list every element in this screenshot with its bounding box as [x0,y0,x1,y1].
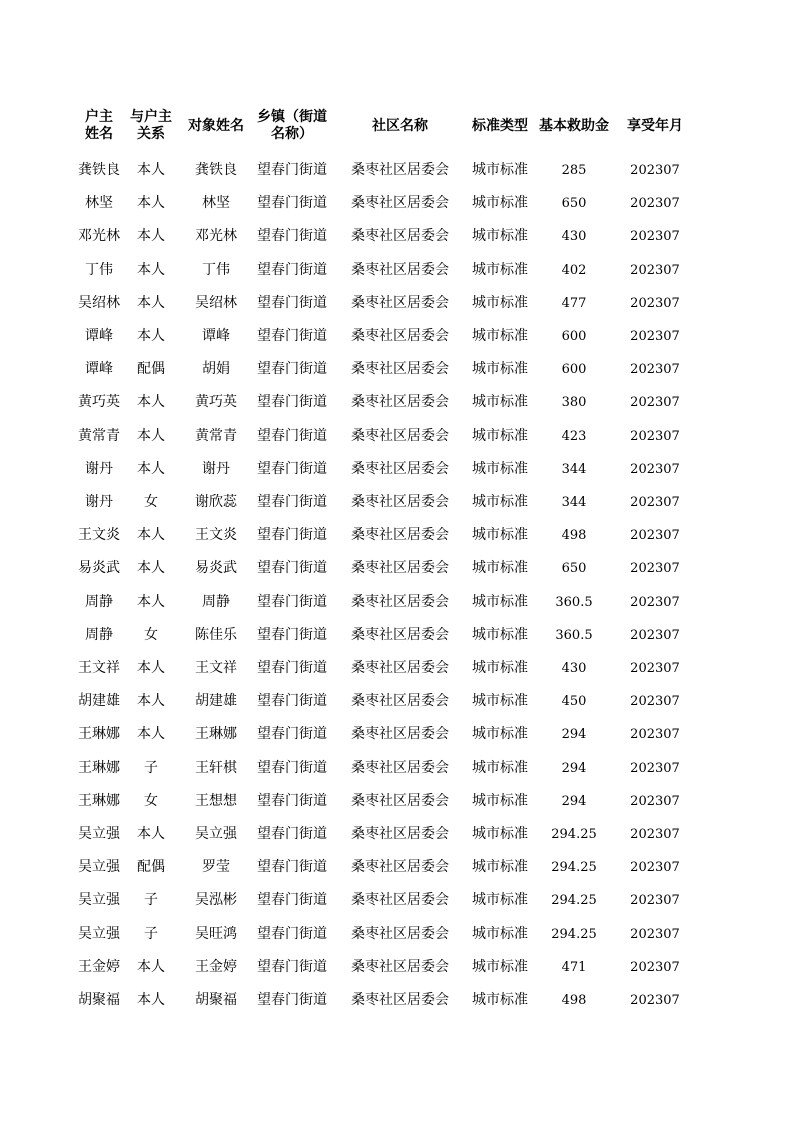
cell-community: 桑枣社区居委会 [351,162,449,178]
cell-relationship: 本人 [137,294,165,311]
cell-township: 望春门街道 [257,660,327,676]
cell-year-month: 202307 [630,461,680,477]
table-row [0,984,793,1017]
cell-year-month: 202307 [630,561,680,577]
table-row [0,320,793,353]
table-row [0,420,793,453]
cell-community: 桑枣社区居委会 [351,527,449,544]
cell-relationship: 本人 [137,394,165,411]
cell-standard: 城市标准 [472,427,528,444]
cell-householder: 胡聚福 [78,992,120,1008]
cell-township: 望春门街道 [257,294,327,311]
cell-community: 桑枣社区居委会 [351,826,449,842]
cell-township: 望春门街道 [257,759,327,776]
cell-recipient: 林坚 [202,195,230,212]
cell-householder: 黄巧英 [78,394,120,411]
cell-relationship: 本人 [137,826,165,842]
cell-relationship: 本人 [137,593,165,610]
cell-householder: 吴绍林 [78,294,120,311]
cell-recipient: 王文炎 [195,527,237,544]
cell-aid-amount: 423 [561,428,587,444]
cell-community: 桑枣社区居委会 [351,195,449,212]
cell-township: 望春门街道 [257,693,327,710]
cell-relationship: 本人 [137,693,165,710]
cell-standard: 城市标准 [472,693,528,710]
cell-aid-amount: 360.5 [555,627,593,643]
cell-householder: 谭峰 [85,361,113,378]
cell-aid-amount: 360.5 [555,594,593,610]
table-row [0,752,793,785]
cell-township: 望春门街道 [257,228,327,245]
cell-community: 桑枣社区居委会 [351,626,449,643]
cell-township: 望春门街道 [257,162,327,178]
cell-recipient: 胡建雄 [195,693,237,710]
cell-community: 桑枣社区居委会 [351,361,449,378]
cell-relationship: 本人 [137,195,165,212]
table-row [0,386,793,419]
cell-year-month: 202307 [630,926,680,942]
cell-year-month: 202307 [630,793,680,809]
cell-relationship: 本人 [137,427,165,444]
cell-relationship: 本人 [137,228,165,245]
cell-relationship: 本人 [137,560,165,577]
cell-standard: 城市标准 [472,294,528,311]
cell-community: 桑枣社区居委会 [351,925,449,942]
cell-householder: 谢丹 [85,494,113,510]
cell-relationship: 女 [144,494,158,510]
cell-township: 望春门街道 [257,859,327,876]
cell-householder: 吴立强 [78,826,120,842]
table-row [0,453,793,486]
cell-recipient: 吴立强 [195,826,237,842]
cell-year-month: 202307 [630,727,680,743]
cell-community: 桑枣社区居委会 [351,693,449,710]
cell-standard: 城市标准 [472,759,528,776]
table-row [0,818,793,851]
table-row [0,220,793,253]
cell-householder: 王文祥 [78,660,120,676]
cell-community: 桑枣社区居委会 [351,958,449,975]
cell-relationship: 本人 [137,660,165,676]
cell-aid-amount: 294 [561,760,587,776]
cell-township: 望春门街道 [257,427,327,444]
cell-householder: 吴立强 [78,892,120,909]
cell-standard: 城市标准 [472,494,528,510]
cell-standard: 城市标准 [472,925,528,942]
cell-relationship: 配偶 [137,361,165,378]
cell-recipient: 黄常青 [195,427,237,444]
cell-year-month: 202307 [630,627,680,643]
cell-aid-amount: 650 [561,561,587,577]
cell-standard: 城市标准 [472,162,528,178]
table-row [0,552,793,585]
cell-householder: 丁伟 [85,261,113,278]
cell-aid-amount: 498 [561,528,587,544]
cell-standard: 城市标准 [472,328,528,344]
cell-relationship: 本人 [137,527,165,544]
cell-year-month: 202307 [630,993,680,1008]
header-year-month: 享受年月 [627,117,683,134]
cell-standard: 城市标准 [472,361,528,378]
cell-recipient: 谭峰 [202,328,230,344]
cell-year-month: 202307 [630,661,680,676]
cell-township: 望春门街道 [257,726,327,743]
header-standard-type: 标准类型 [472,117,528,134]
cell-relationship: 本人 [137,162,165,178]
cell-community: 桑枣社区居委会 [351,892,449,909]
cell-aid-amount: 430 [561,661,587,676]
cell-year-month: 202307 [630,827,680,842]
cell-standard: 城市标准 [472,228,528,245]
cell-township: 望春门街道 [257,593,327,610]
cell-community: 桑枣社区居委会 [351,759,449,776]
table-row [0,951,793,984]
table-row [0,685,793,718]
cell-householder: 林坚 [85,195,113,212]
cell-township: 望春门街道 [257,460,327,477]
cell-aid-amount: 430 [561,229,587,245]
cell-householder: 王金婷 [78,958,120,975]
cell-aid-amount: 294.25 [551,827,597,842]
cell-standard: 城市标准 [472,593,528,610]
cell-aid-amount: 650 [561,196,587,212]
cell-aid-amount: 294.25 [551,860,597,876]
cell-township: 望春门街道 [257,560,327,577]
cell-recipient: 谢欣蕊 [195,494,237,510]
cell-recipient: 易炎武 [195,560,237,577]
cell-householder: 胡建雄 [78,693,120,710]
cell-community: 桑枣社区居委会 [351,328,449,344]
cell-householder: 吴立强 [78,925,120,942]
cell-standard: 城市标准 [472,826,528,842]
cell-year-month: 202307 [630,395,680,411]
cell-aid-amount: 285 [561,163,587,178]
cell-recipient: 黄巧英 [195,394,237,411]
cell-year-month: 202307 [630,760,680,776]
cell-recipient: 王琳娜 [195,726,237,743]
cell-township: 望春门街道 [257,958,327,975]
cell-aid-amount: 294 [561,793,587,809]
cell-recipient: 周静 [202,593,230,610]
cell-recipient: 王金婷 [195,958,237,975]
cell-year-month: 202307 [630,329,680,344]
cell-aid-amount: 294 [561,727,587,743]
cell-community: 桑枣社区居委会 [351,460,449,477]
cell-recipient: 胡聚福 [195,992,237,1008]
table-row [0,884,793,917]
cell-relationship: 子 [144,892,158,909]
cell-aid-amount: 450 [561,694,587,710]
cell-standard: 城市标准 [472,394,528,411]
cell-standard: 城市标准 [472,792,528,809]
cell-relationship: 子 [144,925,158,942]
cell-householder: 吴立强 [78,859,120,876]
cell-standard: 城市标准 [472,859,528,876]
cell-community: 桑枣社区居委会 [351,494,449,510]
cell-community: 桑枣社区居委会 [351,228,449,245]
cell-year-month: 202307 [630,229,680,245]
cell-recipient: 王文祥 [195,660,237,676]
header-recipient-name: 对象姓名 [188,117,244,134]
cell-standard: 城市标准 [472,195,528,212]
table-row [0,187,793,220]
cell-standard: 城市标准 [472,992,528,1008]
table-row [0,586,793,619]
cell-aid-amount: 402 [561,262,587,278]
cell-township: 望春门街道 [257,892,327,909]
cell-community: 桑枣社区居委会 [351,660,449,676]
cell-relationship: 女 [144,792,158,809]
table-row [0,254,793,287]
cell-year-month: 202307 [630,893,680,909]
cell-householder: 谢丹 [85,460,113,477]
cell-community: 桑枣社区居委会 [351,726,449,743]
cell-householder: 周静 [85,593,113,610]
cell-community: 桑枣社区居委会 [351,859,449,876]
cell-township: 望春门街道 [257,195,327,212]
cell-recipient: 王轩棋 [195,759,237,776]
table-row [0,619,793,652]
cell-householder: 王琳娜 [78,726,120,743]
cell-township: 望春门街道 [257,626,327,643]
cell-year-month: 202307 [630,959,680,975]
cell-community: 桑枣社区居委会 [351,593,449,610]
cell-relationship: 子 [144,759,158,776]
cell-year-month: 202307 [630,694,680,710]
table-row [0,851,793,884]
table-row [0,287,793,320]
cell-householder: 王琳娜 [78,759,120,776]
cell-township: 望春门街道 [257,527,327,544]
table-row [0,353,793,386]
cell-year-month: 202307 [630,196,680,212]
header-basic-aid: 基本救助金 [539,117,609,134]
cell-standard: 城市标准 [472,958,528,975]
cell-township: 望春门街道 [257,361,327,378]
table-row [0,918,793,951]
cell-community: 桑枣社区居委会 [351,427,449,444]
cell-aid-amount: 600 [561,362,587,378]
cell-township: 望春门街道 [257,328,327,344]
table-row [0,486,793,519]
cell-aid-amount: 294.25 [551,893,597,909]
cell-aid-amount: 344 [561,495,587,510]
cell-standard: 城市标准 [472,726,528,743]
cell-relationship: 本人 [137,328,165,344]
cell-year-month: 202307 [630,428,680,444]
cell-standard: 城市标准 [472,892,528,909]
cell-householder: 邓光林 [78,228,120,245]
cell-relationship: 女 [144,626,158,643]
cell-householder: 黄常青 [78,427,120,444]
cell-relationship: 本人 [137,726,165,743]
cell-standard: 城市标准 [472,527,528,544]
table-row [0,154,793,187]
cell-township: 望春门街道 [257,261,327,278]
cell-standard: 城市标准 [472,261,528,278]
cell-householder: 谭峰 [85,328,113,344]
header-householder-name: 户主 姓名 [85,109,113,142]
cell-householder: 周静 [85,626,113,643]
cell-community: 桑枣社区居委会 [351,792,449,809]
cell-year-month: 202307 [630,262,680,278]
cell-standard: 城市标准 [472,660,528,676]
cell-householder: 王文炎 [78,527,120,544]
cell-community: 桑枣社区居委会 [351,560,449,577]
cell-standard: 城市标准 [472,560,528,577]
table-row [0,718,793,751]
cell-year-month: 202307 [630,362,680,378]
cell-recipient: 龚铁良 [195,162,237,178]
cell-township: 望春门街道 [257,925,327,942]
cell-township: 望春门街道 [257,992,327,1008]
cell-township: 望春门街道 [257,494,327,510]
cell-year-month: 202307 [630,528,680,544]
cell-recipient: 王想想 [195,792,237,809]
cell-recipient: 邓光林 [195,228,237,245]
cell-recipient: 吴泓彬 [195,892,237,909]
header-township: 乡镇（街道 名称） [257,109,327,142]
cell-aid-amount: 294.25 [551,926,597,942]
cell-recipient: 胡娟 [202,361,230,378]
cell-aid-amount: 600 [561,329,587,344]
cell-relationship: 本人 [137,958,165,975]
cell-aid-amount: 344 [561,461,587,477]
cell-relationship: 本人 [137,992,165,1008]
cell-community: 桑枣社区居委会 [351,992,449,1008]
cell-year-month: 202307 [630,163,680,178]
cell-year-month: 202307 [630,495,680,510]
table-row [0,519,793,552]
cell-community: 桑枣社区居委会 [351,394,449,411]
cell-relationship: 本人 [137,460,165,477]
cell-recipient: 罗莹 [202,859,230,876]
cell-standard: 城市标准 [472,460,528,477]
cell-community: 桑枣社区居委会 [351,294,449,311]
cell-aid-amount: 477 [561,295,587,311]
cell-householder: 易炎武 [78,560,120,577]
cell-standard: 城市标准 [472,626,528,643]
table-row [0,652,793,685]
cell-aid-amount: 498 [561,993,587,1008]
cell-community: 桑枣社区居委会 [351,261,449,278]
cell-township: 望春门街道 [257,826,327,842]
cell-relationship: 配偶 [137,859,165,876]
cell-aid-amount: 471 [561,959,587,975]
cell-recipient: 陈佳乐 [195,626,237,643]
header-community: 社区名称 [372,117,428,134]
cell-year-month: 202307 [630,295,680,311]
cell-recipient: 丁伟 [202,261,230,278]
cell-year-month: 202307 [630,594,680,610]
header-relationship: 与户主 关系 [130,109,172,142]
cell-recipient: 吴旺鸿 [195,925,237,942]
cell-relationship: 本人 [137,261,165,278]
cell-aid-amount: 380 [561,395,587,411]
cell-householder: 王琳娜 [78,792,120,809]
cell-township: 望春门街道 [257,792,327,809]
cell-year-month: 202307 [630,860,680,876]
cell-township: 望春门街道 [257,394,327,411]
table-row [0,785,793,818]
cell-householder: 龚铁良 [78,162,120,178]
cell-recipient: 吴绍林 [195,294,237,311]
cell-recipient: 谢丹 [202,460,230,477]
